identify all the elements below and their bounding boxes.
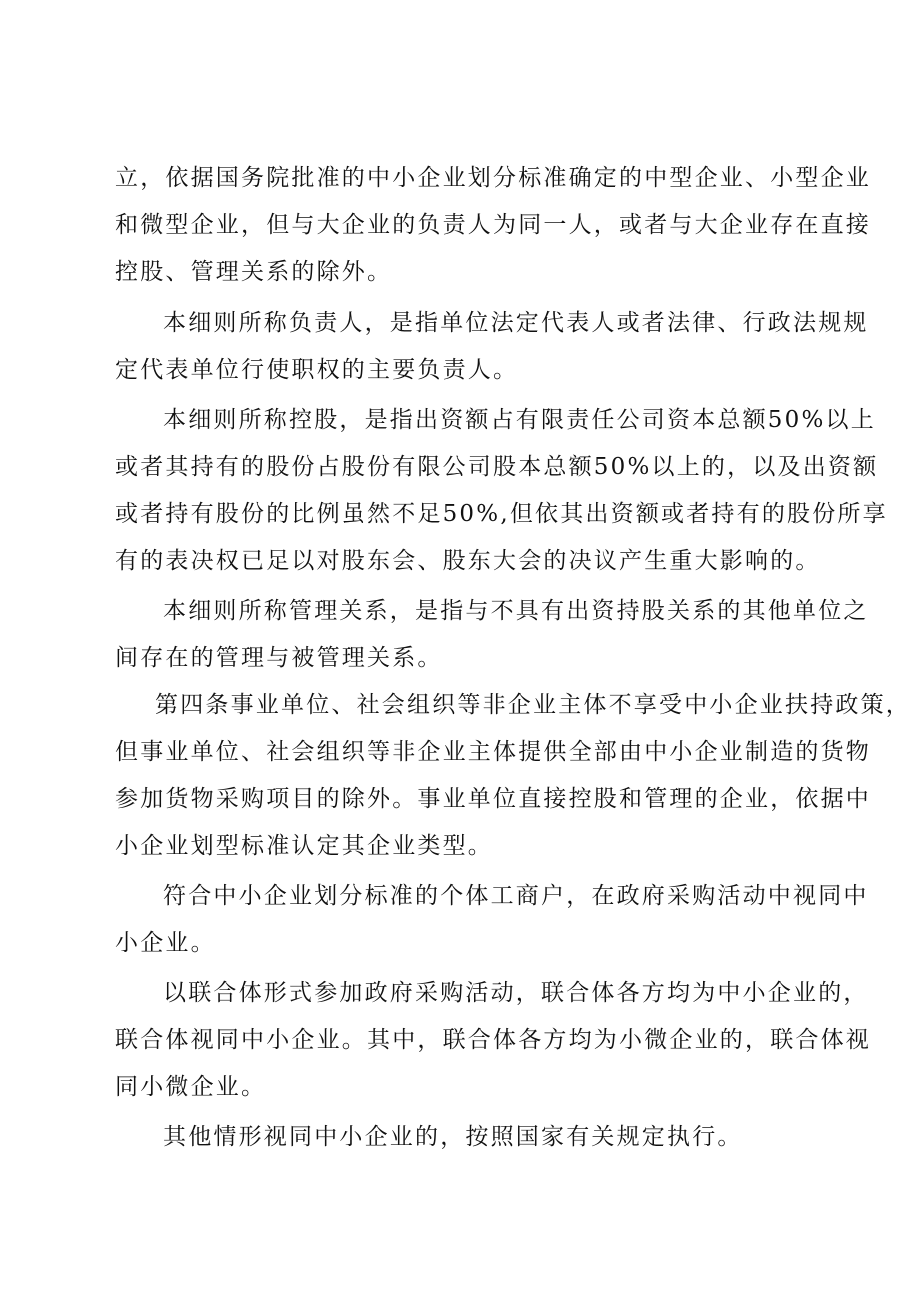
text-line: 定代表单位行使职权的主要负责人。: [115, 357, 519, 383]
text-line: 其他情形视同中小企业的，按照国家有关规定执行。: [163, 1124, 743, 1150]
text-line: 小企业。: [115, 930, 216, 956]
text-line: 以联合体形式参加政府采购活动，联合体各方均为中小企业的，: [163, 980, 869, 1006]
text-line: 但事业单位、社会组织等非企业主体提供全部由中小企业制造的货物: [115, 739, 871, 765]
text-line: 符合中小企业划分标准的个体工商户，在政府采购活动中视同中: [163, 883, 869, 909]
text-line: 同小微企业。: [115, 1074, 267, 1100]
text-line: 第四条事业单位、社会组织等非企业主体不享受中小企业扶持政策，: [155, 692, 911, 718]
text-line: 和微型企业，但与大企业的负责人为同一人，或者与大企业存在直接: [115, 212, 871, 238]
text-line: 或者持有股份的比例虽然不足50%,但依其出资额或者持有的股份所享: [115, 501, 888, 527]
text-line: 有的表决权已足以对股东会、股东大会的决议产生重大影响的。: [115, 548, 821, 574]
text-line: 本细则所称控股，是指出资额占有限责任公司资本总额50%以上: [163, 407, 876, 433]
text-line: 本细则所称管理关系，是指与不具有出资持股关系的其他单位之: [163, 598, 869, 624]
text-line: 间存在的管理与被管理关系。: [115, 645, 443, 671]
text-line: 控股、管理关系的除外。: [115, 259, 393, 285]
text-line: 本细则所称负责人，是指单位法定代表人或者法律、行政法规规: [163, 310, 869, 336]
text-line: 立，依据国务院批准的中小企业划分标准确定的中型企业、小型企业: [115, 165, 871, 191]
text-line: 或者其持有的股份占股份有限公司股本总额50%以上的，以及出资额: [115, 454, 879, 480]
text-line: 参加货物采购项目的除外。事业单位直接控股和管理的企业，依据中: [115, 786, 871, 812]
text-line: 联合体视同中小企业。其中，联合体各方均为小微企业的，联合体视: [115, 1027, 871, 1053]
text-line: 小企业划型标准认定其企业类型。: [115, 833, 493, 859]
